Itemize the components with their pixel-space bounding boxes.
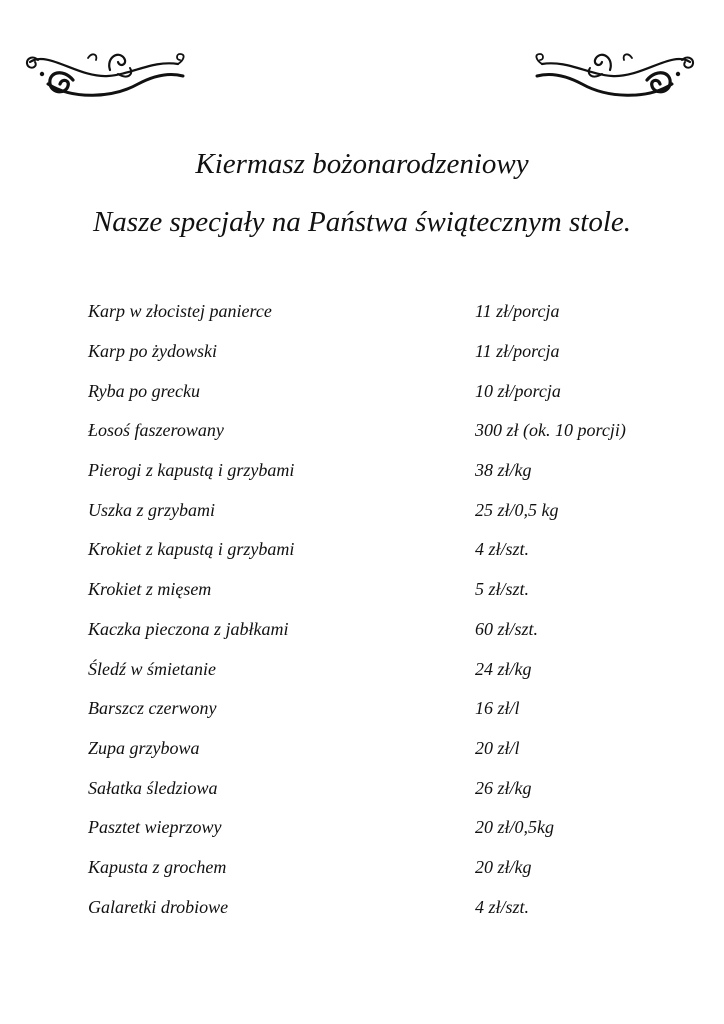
dish-name: Barszcz czerwony — [88, 698, 217, 719]
menu-item — [88, 570, 688, 610]
dish-name: Karp w złocistej panierce — [88, 301, 272, 322]
dish-price: 24 zł/kg — [475, 658, 532, 679]
dish-name: Krokiet z mięsem — [88, 579, 212, 600]
dish-name: Uszka z grzybami — [88, 499, 216, 520]
menu-item — [88, 451, 688, 491]
dish-name: Kaczka pieczona z jabłkami — [88, 618, 289, 639]
dish-price: 16 zł/l — [475, 698, 520, 719]
menu-item — [88, 689, 688, 729]
dish-name: Galaretki drobiowe — [88, 896, 229, 917]
dish-price: 300 zł (ok. 10 porcji) — [475, 420, 626, 441]
dish-name: Karp po żydowski — [88, 341, 218, 362]
dish-name: Krokiet z kapustą i grzybami — [88, 539, 295, 560]
dish-price: 20 zł/l — [475, 737, 520, 758]
dish-price: 4 zł/szt. — [475, 539, 530, 560]
dish-price: 4 zł/szt. — [475, 896, 530, 917]
dish-name: Pierogi z kapustą i grzybami — [88, 460, 295, 481]
dish-price: 10 zł/porcja — [475, 380, 561, 401]
dish-name: Ryba po grecku — [88, 380, 200, 401]
menu-item — [88, 729, 688, 769]
menu-item — [88, 887, 688, 927]
page-title: Kiermasz bożonarodzeniowy — [195, 148, 529, 180]
dish-name: Zupa grzybowa — [88, 737, 200, 758]
dish-price: 11 zł/porcja — [475, 341, 560, 362]
dish-price: 60 zł/szt. — [475, 618, 539, 639]
menu-item — [88, 768, 688, 808]
menu-item — [88, 490, 688, 530]
menu-item — [88, 808, 688, 848]
dish-price: 26 zł/kg — [475, 777, 532, 798]
flourish-swirl-icon — [532, 40, 702, 106]
menu-item — [88, 848, 688, 888]
menu-item — [88, 610, 688, 650]
page-subtitle: Nasze specjały na Państwa świątecznym stole. — [92, 206, 632, 238]
menu-item — [88, 371, 688, 411]
menu-item — [88, 411, 688, 451]
dish-name: Pasztet wieprzowy — [88, 817, 222, 838]
dish-name: Sałatka śledziowa — [88, 777, 218, 798]
flourish-swirl-icon — [18, 40, 188, 106]
dish-name: Śledź w śmietanie — [88, 658, 216, 679]
dish-name: Kapusta z grochem — [88, 856, 227, 877]
dish-price: 20 zł/0,5kg — [475, 817, 554, 838]
dish-price: 38 zł/kg — [475, 460, 532, 481]
menu-item — [88, 332, 688, 372]
menu-item — [88, 649, 688, 689]
menu-item — [88, 292, 688, 332]
menu-list — [88, 292, 688, 927]
dish-price: 5 zł/szt. — [475, 579, 530, 600]
dish-price: 20 zł/kg — [475, 856, 532, 877]
dish-price: 11 zł/porcja — [475, 301, 560, 322]
menu-item — [88, 530, 688, 570]
dish-price: 25 zł/0,5 kg — [475, 499, 559, 520]
dish-name: Łosoś faszerowany — [88, 420, 224, 441]
